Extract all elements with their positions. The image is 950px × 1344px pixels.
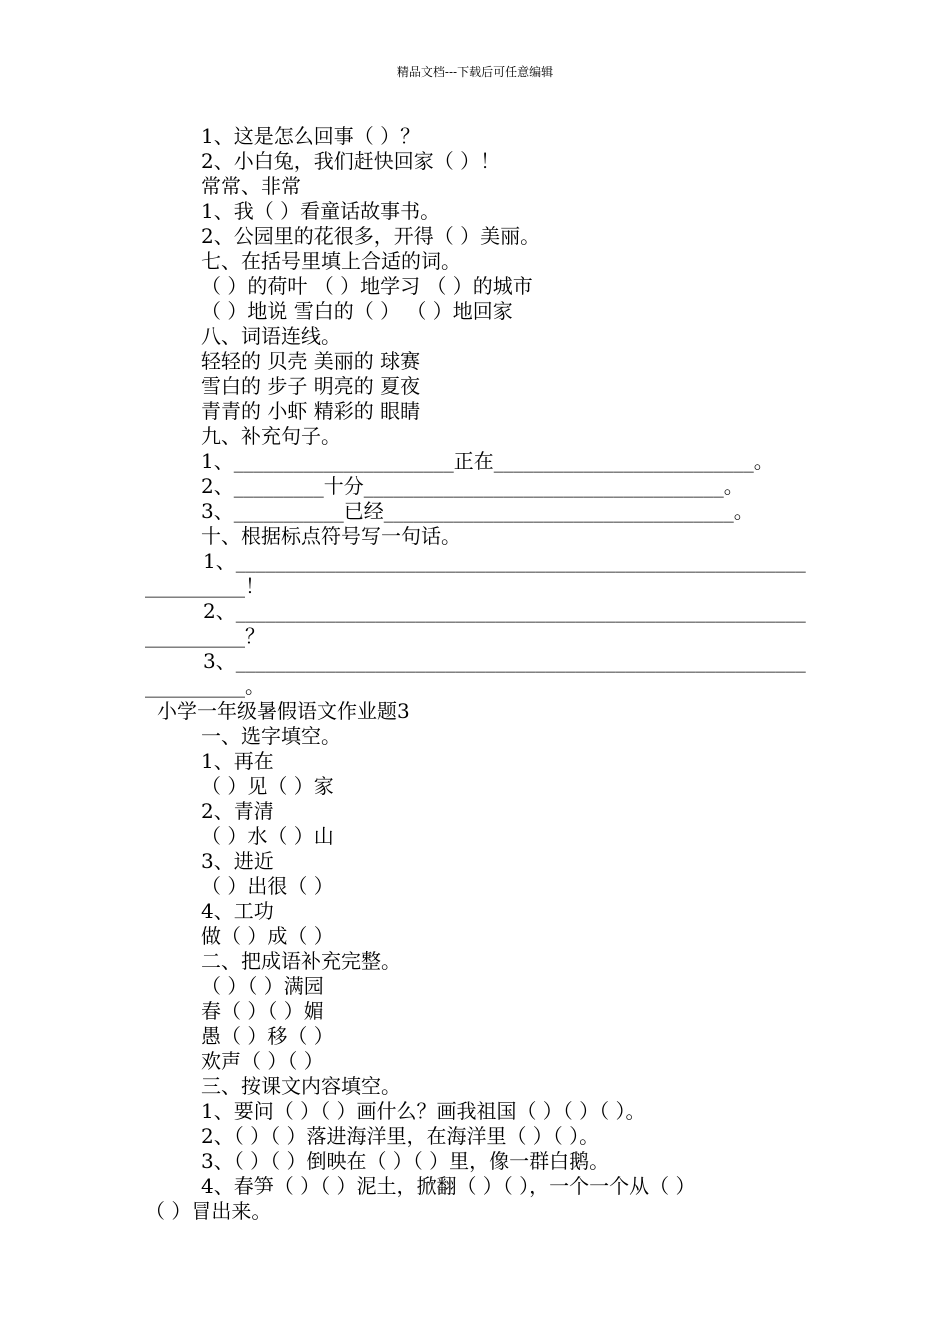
text-line: 春（ ）（ ）媚 xyxy=(201,999,324,1023)
text-line: （ ）（ ）满园 xyxy=(201,974,324,998)
text-line: 3、进近 xyxy=(201,849,274,873)
section-heading: 常常、非常 xyxy=(201,174,301,198)
section-heading: 三、按课文内容填空。 xyxy=(201,1074,401,1098)
text-line: 做（ ）成（ ） xyxy=(201,924,334,948)
fill-in-line: __________。 xyxy=(145,674,265,698)
fill-in-line: 2、_________十分____________________________________。 xyxy=(201,474,744,498)
fill-in-line: 2、_________________________________________________________ xyxy=(203,599,806,623)
section-heading: 十、根据标点符号写一句话。 xyxy=(201,524,461,548)
text-line: 青青的 小虾 精彩的 眼睛 xyxy=(201,399,421,423)
fill-in-line: 1、_________________________________________________________ xyxy=(203,549,806,573)
section-heading: 七、在括号里填上合适的词。 xyxy=(201,249,461,273)
page-header: 精品文档---下载后可任意编辑 xyxy=(396,65,554,79)
text-line: 2、（ ）（ ）落进海洋里，在海洋里（ ）（ ）。 xyxy=(201,1124,600,1148)
section-heading: 二、把成语补充完整。 xyxy=(201,949,401,973)
text-line: 2、公园里的花很多，开得（ ）美丽。 xyxy=(201,224,541,248)
text-line: 轻轻的 贝壳 美丽的 球赛 xyxy=(201,349,421,373)
fill-in-line: 3、_________________________________________________________ xyxy=(203,649,806,673)
section-heading: 一、选字填空。 xyxy=(201,724,341,748)
text-line: 4、工功 xyxy=(201,899,274,923)
text-line: （ ）出很（ ） xyxy=(201,874,334,898)
text-line: 欢声（ ）（ ） xyxy=(201,1049,324,1073)
text-line: （ ）的荷叶 （ ）地学习 （ ）的城市 xyxy=(201,274,533,298)
text-line: 3、（ ）（ ）倒映在（ ）（ ）里，像一群白鹅。 xyxy=(201,1149,610,1173)
text-line: 2、青清 xyxy=(201,799,274,823)
fill-in-line: __________！ xyxy=(145,574,265,598)
section-heading: 九、补充句子。 xyxy=(201,424,341,448)
document-title: 小学一年级暑假语文作业题3 xyxy=(157,699,410,723)
fill-in-line: 1、______________________正在__________________________。 xyxy=(201,449,774,473)
fill-in-line: 3、___________已经___________________________________。 xyxy=(201,499,754,523)
text-line: 2、小白兔，我们赶快回家（ ）！ xyxy=(201,149,501,173)
text-line: 1、再在 xyxy=(201,749,274,773)
text-line: 1、要问（ ）（ ）画什么？画我祖国（ ）（ ）（ ）。 xyxy=(201,1099,646,1123)
text-line: （ ）见（ ）家 xyxy=(201,774,334,798)
text-line: （ ）冒出来。 xyxy=(145,1199,272,1223)
text-line: （ ）地说 雪白的（ ） （ ）地回家 xyxy=(201,299,513,323)
text-line: 1、这是怎么回事（ ）？ xyxy=(201,124,421,148)
fill-in-line: __________？ xyxy=(145,624,265,648)
text-line: 愚（ ）移（ ） xyxy=(201,1024,334,1048)
text-line: 4、春笋（ ）（ ）泥土，掀翻（ ）（ ），一个一个从（ ） xyxy=(201,1174,696,1198)
text-line: 雪白的 步子 明亮的 夏夜 xyxy=(201,374,421,398)
text-line: 1、我（ ）看童话故事书。 xyxy=(201,199,441,223)
text-line: （ ）水（ ）山 xyxy=(201,824,334,848)
section-heading: 八、词语连线。 xyxy=(201,324,341,348)
